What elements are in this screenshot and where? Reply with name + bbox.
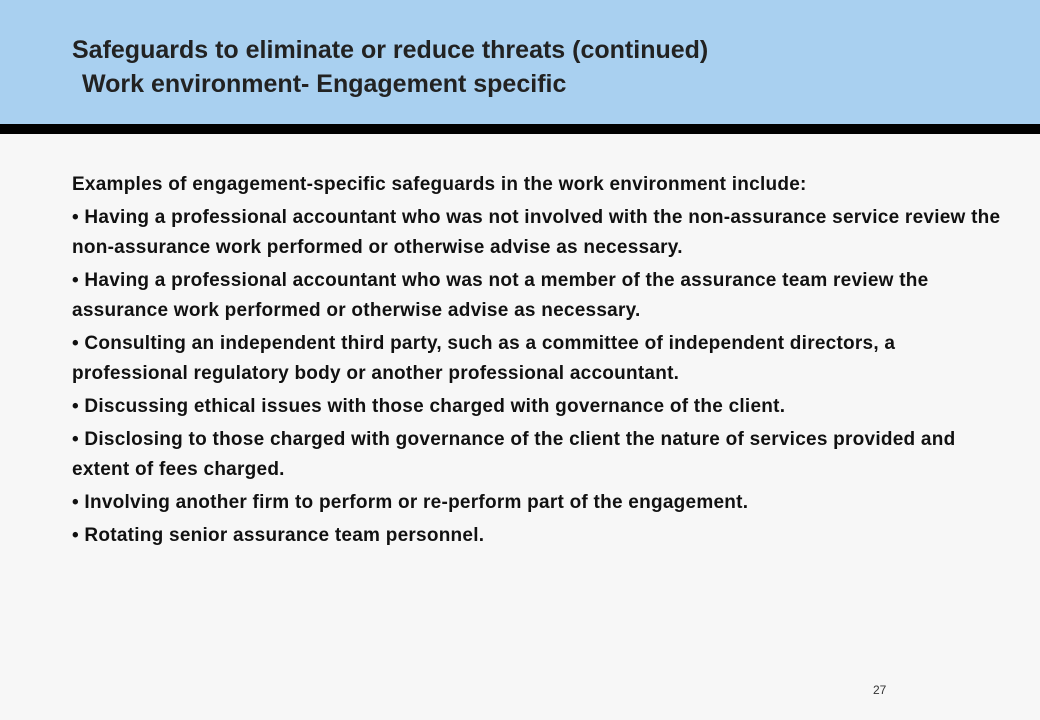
safeguard-item: • Having a professional accountant who was not involved with the non-assurance service review the non-assurance work performed or otherwise advise as necessary.: [72, 207, 1001, 258]
safeguard-item: • Discussing ethical issues with those charged with governance of the client.: [72, 396, 786, 417]
safeguard-item: • Rotating senior assurance team personnel.: [72, 525, 485, 546]
title-divider: [0, 124, 1040, 134]
intro-text: Examples of engagement-specific safeguards in the work environment include:: [72, 174, 807, 195]
safeguard-item: • Involving another firm to perform or re-perform part of the engagement.: [72, 492, 749, 513]
slide-title-line-2: Work environment- Engagement specific: [82, 70, 567, 98]
slide-body: [72, 170, 1002, 554]
slide-number: 27: [873, 683, 887, 697]
slide-title: [72, 33, 1012, 101]
safeguard-item: • Having a professional accountant who was not a member of the assurance team review the assurance work performed or otherwise advise as necessary.: [72, 270, 929, 321]
safeguard-item: • Consulting an independent third party, such as a committee of independent directors, a professional regulatory body or another professional accountant.: [72, 333, 896, 384]
safeguard-item: • Disclosing to those charged with governance of the client the nature of services provided and extent of fees charged.: [72, 429, 956, 480]
safeguard-list: [72, 203, 1002, 551]
slide-title-line-1: Safeguards to eliminate or reduce threats (continued): [72, 36, 709, 64]
title-banner: [0, 0, 1040, 124]
